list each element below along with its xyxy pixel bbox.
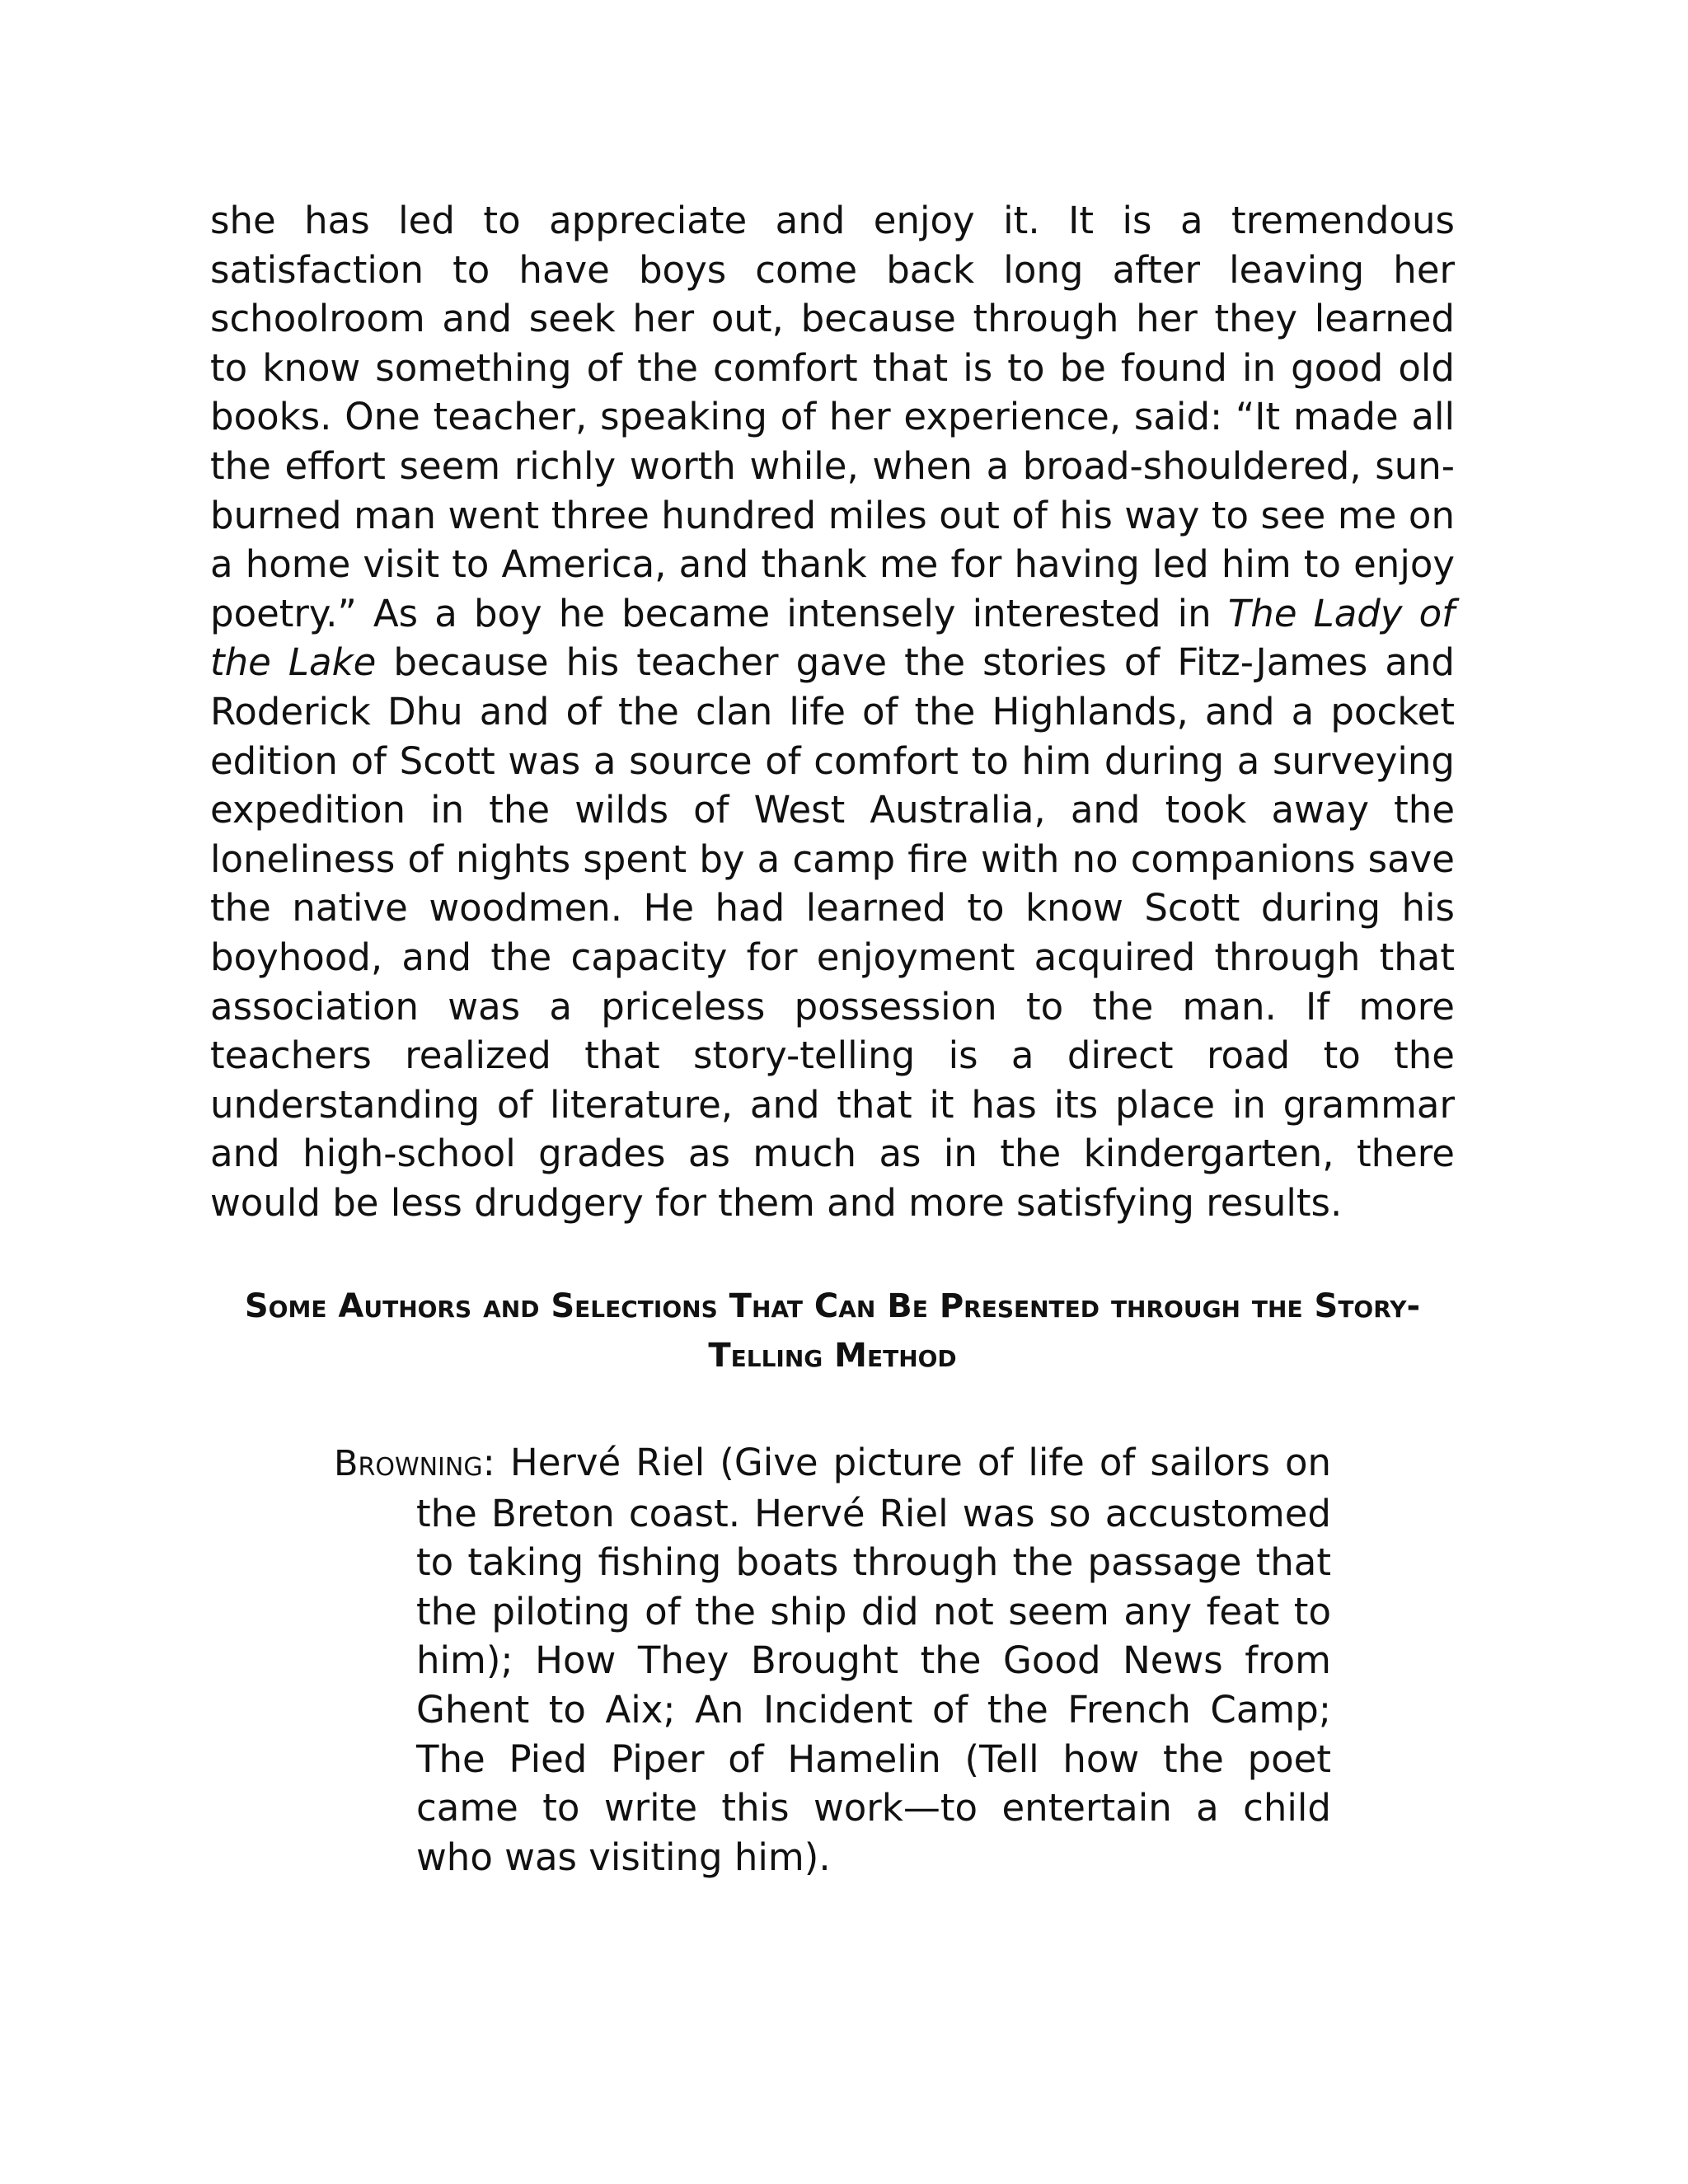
entry-text: Hervé Riel (Give picture of life of sailors on the Breton coast. Hervé Riel was so accustomed to taking fishing boats through the passage that the piloting of the ship did not seem any feat to him); How They Brought the Good News from Ghent to Aix; An Incident of the French Camp; The Pied Piper of Hamelin (Tell how the poet came to write this work—to entertain a child who was visiting him).: [416, 1441, 1332, 1879]
body-paragraph: [210, 196, 1455, 1227]
section-heading: Some Authors and Selections That Can Be Presented through the Story-Telling Method: [244, 1287, 1421, 1375]
paragraph-text-before-title: she has led to appreciate and enjoy it. It is a tremendous satisfaction to have boys come back long after leaving her schoolroom and seek her out, because through her they learned to know something of the comfort that is to be found in good old books. One teacher, speaking of her experience, said: “It made all the effort seem richly worth while, when a broad-shouldered, sun-burned man went three hundred miles out of his way to see me on a home visit to America, and thank me for having led him to enjoy poetry.” As a boy he became intensely interested in: [210, 199, 1455, 635]
list-item: [334, 1438, 1331, 1882]
author-name: Browning: [334, 1443, 483, 1484]
paragraph-text-after-title: because his teacher gave the stories of Fitz-James and Roderick Dhu and of the clan life of the Highlands, and a pocket edition of Scott was a source of comfort to him during a surveying expedition in the wilds of West Australia, and took away the loneliness of nights spent by a camp fire with no companions save the native woodmen. He had learned to know Scott during his boyhood, and the capacity for enjoyment acquired through that association was a priceless possession to the man. If more teachers realized that story-telling is a direct road to the understanding of literature, and that it has its place in grammar and high-school grades as much as in the kindergarten, there would be less drudgery for them and more satisfying results.: [210, 640, 1455, 1225]
author-separator: :: [482, 1441, 510, 1484]
book-title-italic: The Lady of the Lake: [210, 591, 1455, 685]
